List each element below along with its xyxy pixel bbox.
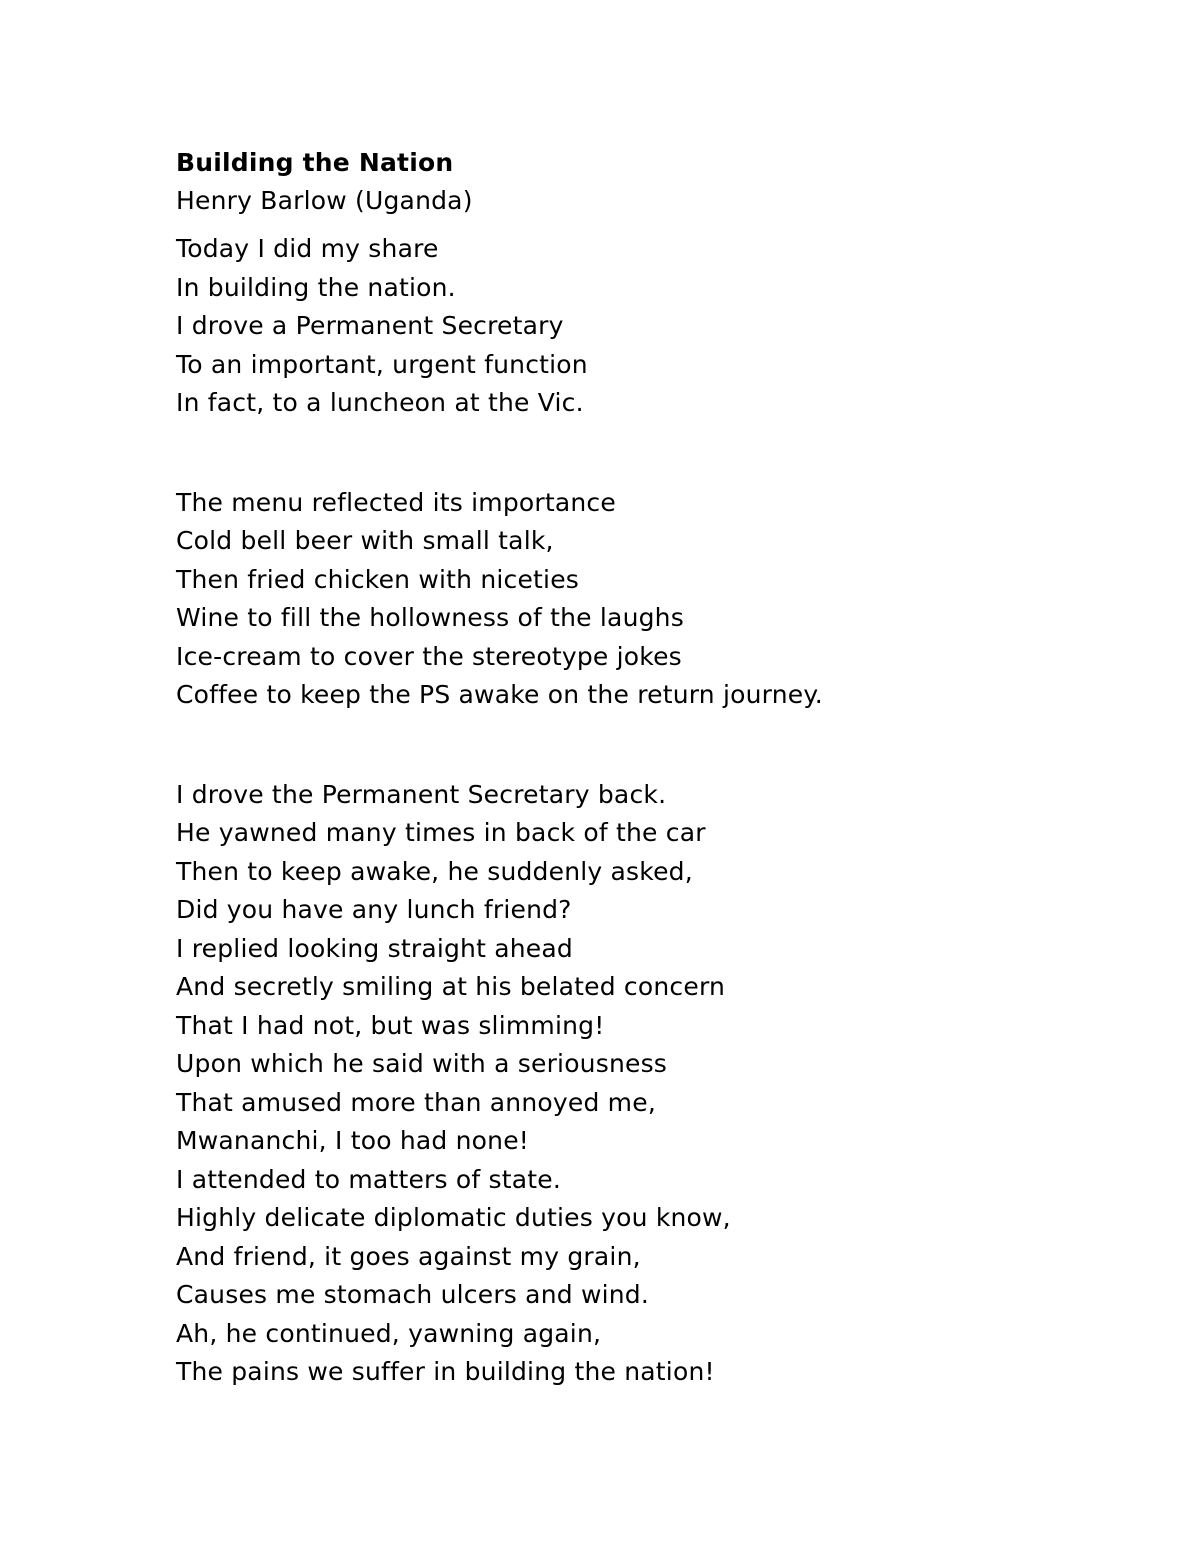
poem-line: Then fried chicken with niceties (176, 564, 580, 594)
poem-title: Building the Nation (176, 148, 454, 177)
poem-line: I attended to matters of state. (176, 1164, 562, 1194)
stanza-3 (176, 776, 1076, 1392)
poem-line: Ice-cream to cover the stereotype jokes (176, 641, 682, 671)
poem-line: And secretly smiling at his belated concern (176, 972, 726, 1001)
poem-line: I drove a Permanent Secretary (176, 311, 564, 340)
poem-line: Highly delicate diplomatic duties you know, (176, 1203, 731, 1232)
poem-content (176, 144, 1076, 1392)
poem-line: Cold bell beer with small talk, (176, 526, 554, 555)
poem-line: I drove the Permanent Secretary back. (176, 779, 667, 809)
poem-line: Upon which he said with a seriousness (176, 1049, 668, 1078)
poem-line: Did you have any lunch friend? (176, 895, 572, 924)
poem-line: He yawned many times in back of the car (176, 818, 706, 847)
poem-line: I replied looking straight ahead (176, 933, 573, 963)
stanza-2 (176, 484, 1076, 715)
poem-line: That amused more than annoyed me, (176, 1087, 656, 1117)
poem-line: That I had not, but was slimming! (176, 1010, 605, 1040)
poem-line: Wine to fill the hollowness of the laughs (176, 603, 684, 632)
poem-line: Then to keep awake, he suddenly asked, (176, 856, 693, 886)
poem-line: Mwananchi, I too had none! (176, 1126, 530, 1155)
stanza-1 (176, 230, 1076, 423)
poem-line: In fact, to a luncheon at the Vic. (176, 388, 584, 417)
poem-line: And friend, it goes against my grain, (176, 1241, 641, 1271)
poem-line: The menu reflected its importance (176, 487, 616, 517)
poem-author: Henry Barlow (Uganda) (176, 186, 473, 215)
poem-line: To an important, urgent function (176, 349, 588, 379)
poem-line: The pains we suffer in building the nation! (176, 1357, 715, 1386)
poem-line: Causes me stomach ulcers and wind. (176, 1280, 650, 1309)
poem-line: Today I did my share (176, 234, 439, 263)
poem-line: Coffee to keep the PS awake on the return journey. (176, 680, 823, 709)
poem-line: Ah, he continued, yawning again, (176, 1318, 602, 1348)
poem-line: In building the nation. (176, 272, 456, 302)
